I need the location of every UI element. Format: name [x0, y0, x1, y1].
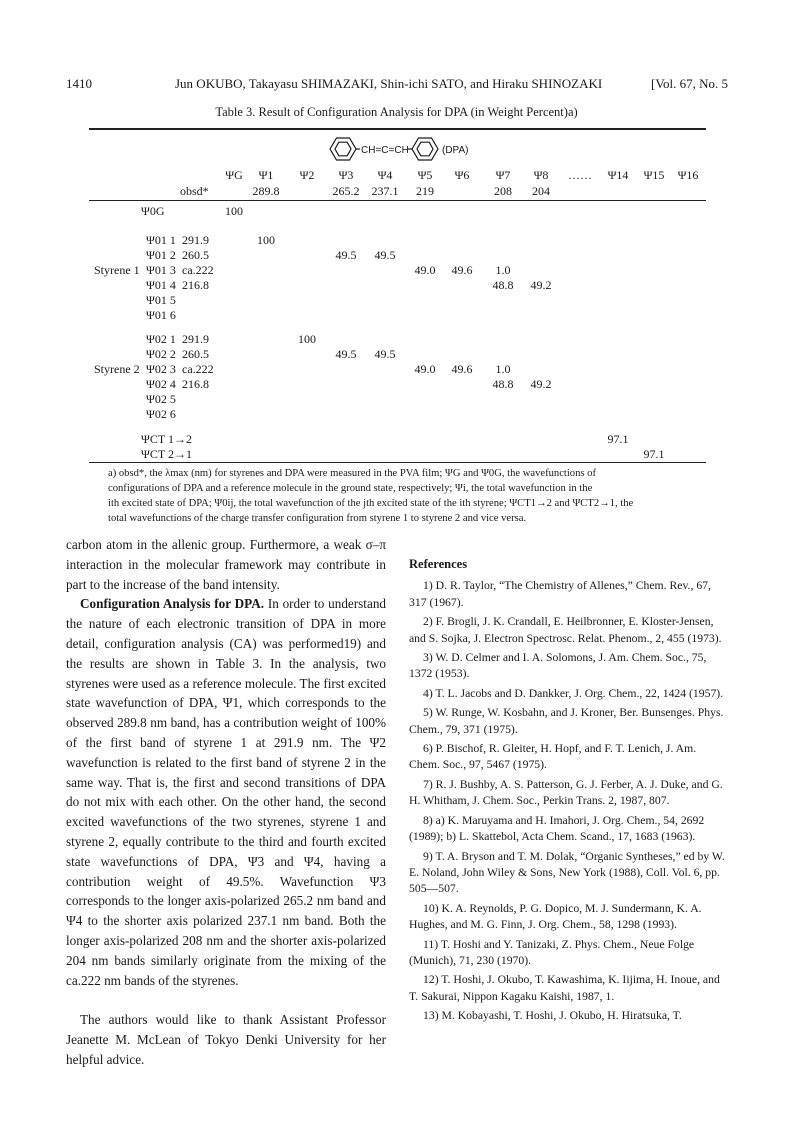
reference-item: 1) D. R. Taylor, “The Chemistry of Allenes,” Chem. Rev., 67, 317 (1967). [409, 579, 711, 609]
row-wavefunction: Ψ02 3 [146, 362, 176, 376]
table-cell: 49.5 [335, 347, 357, 361]
row-wavefunction: Ψ02 1 [146, 332, 176, 346]
row-wavefunction: Ψ02 2 [146, 347, 176, 361]
reference-list [409, 578, 727, 1024]
reference-wavelength: 260.5 [182, 347, 209, 361]
table-cell: 49.2 [530, 278, 552, 292]
references-heading: References [409, 557, 468, 571]
row-wavefunction: Ψ01 1 [146, 233, 176, 247]
table-cell: 1.0 [495, 362, 511, 376]
reference-item: 3) W. D. Celmer and I. A. Solomons, J. Am. Chem. Soc., 75, 1372 (1953). [409, 651, 707, 681]
reference-wavelength: 291.9 [182, 332, 209, 346]
reference-item: 11) T. Hoshi and Y. Tanizaki, Z. Phys. Chem., Neue Folge (Munich), 71, 230 (1970). [409, 937, 695, 967]
table-footnote [108, 466, 708, 526]
column-header: Ψ3 [338, 168, 354, 182]
row-wavefunction: ΨCT 1→2 [141, 432, 192, 446]
column-header: Ψ4 [377, 168, 393, 182]
row-wavefunction: Ψ02 6 [146, 407, 176, 421]
reference-item: 4) T. L. Jacobs and D. Dankker, J. Org. Chem., 22, 1424 (1957). [423, 686, 724, 700]
obsd-value: 204 [532, 184, 550, 198]
footnote-line: a) obsd*, the λmax (nm) for styrenes and DPA were measured in the PVA film; ΨG and Ψ0G, the wavefunctions of [108, 468, 596, 479]
row-wavefunction: Ψ01 2 [146, 248, 176, 262]
column-header: Ψ2 [299, 168, 315, 182]
column-header: Ψ1 [258, 168, 274, 182]
table-cell: 48.8 [492, 278, 514, 292]
column-header: Ψ14 [607, 168, 629, 182]
page-number: 1410 [66, 76, 92, 91]
obsd-value: 265.2 [332, 184, 360, 198]
reference-item: 13) M. Kobayashi, T. Hoshi, J. Okubo, H. Hiratsuka, T. [423, 1009, 682, 1023]
reference-item: 6) P. Bischof, R. Gleiter, H. Hopf, and F. T. Lenich, J. Am. Chem. Soc., 97, 5467 (1975). [409, 742, 697, 772]
reference-item: 10) K. A. Reynolds, P. G. Dopico, M. J. Sundermann, K. A. Hughes, and M. G. Finn, J. Org. Chem., 58, 1298 (1993). [409, 901, 702, 932]
configuration-table [0, 0, 793, 470]
row-wavefunction: Ψ01 6 [146, 308, 176, 322]
table-cell: 49.0 [414, 362, 436, 376]
paragraph-text: In order to understand the nature of each electronic transition of DPA in more detail, configuration analysis (CA) was performed19) and the results are shown in Table 3. In the analysis, two styrenes were used as a reference molecule. The first excited state wavefunction of DPA, Ψ1, which corresponds to the observed 289.8 nm band, has a contribution weight of 100% of the first band of styrene 1 at 291.9 nm. The Ψ2 wavefunction is related to the first band of styrene 2 in the same way. That is, the first and second transitions of DPA do not mix with each other. On the other hand, the second excited wavefunctions of the two styrenes, styrene 1 and styrene 2, equally contribute to the third and fourth excited state wavefunctions of DPA, Ψ3 and Ψ4, having a contribution weight of 49.5%. Wavefunction Ψ3 corresponds to the longer axis-polarized 265.2 nm band and Ψ4 to the shorter axis polarized 237.1 nm band. Both the longer axis-polarized 208 nm and the shorter axis-polarized 204 nm bands similarly originate from the mixing of the ca.222 nm bands of the styrenes. [66, 596, 387, 988]
reference-wavelength: 216.8 [182, 278, 209, 292]
table-cell: 49.0 [414, 263, 436, 277]
table-cell: 97.1 [643, 447, 665, 461]
reference-item: 2) F. Brogli, J. K. Crandall, E. Heilbronner, E. Kloster-Jensen, and S. Sojka, J. Electron Spectrosc. Relat. Phenom., 2, 455 (1973). [409, 615, 722, 645]
journal-volume: [Vol. 67, No. 5 [651, 76, 729, 91]
styrene-label: Styrene 2 [94, 362, 140, 376]
table-cell: 49.5 [374, 347, 396, 361]
footnote-line: configurations of DPA and a reference molecule in the ground state, respectively; Ψi, the total wavefunction in the [108, 483, 593, 494]
reference-item: 9) T. A. Bryson and T. M. Dolak, “Organic Syntheses,” ed by W. E. Noland, John Wiley & Sons, New York (1988), Coll. Vol. 6, pp. 505—507. [409, 849, 725, 896]
obsd-value: 237.1 [371, 184, 399, 198]
reference-item: 7) R. J. Bushby, A. S. Patterson, G. J. Ferber, A. J. Duke, and G. H. Whitham, J. Chem. Soc., Perkin Trans. 2, 1987, 807. [409, 777, 723, 808]
table-cell: 100 [225, 204, 243, 218]
row-wavefunction: Ψ02 5 [146, 392, 176, 406]
column-header: Ψ7 [495, 168, 511, 182]
table-caption: Table 3. Result of Configuration Analysis for DPA (in Weight Percent)a) [215, 105, 578, 119]
table-cell: 49.2 [530, 377, 552, 391]
reference-wavelength: ca.222 [182, 263, 214, 277]
table-cell: 1.0 [495, 263, 511, 277]
reference-item: 8) a) K. Maruyama and H. Imahori, J. Org. Chem., 54, 2692 (1989); b) L. Skattebol, Acta Chem. Scand., 17, 1683 (1963). [409, 813, 705, 844]
left-column [66, 535, 386, 1070]
reference-wavelength: 260.5 [182, 248, 209, 262]
section-heading: Configuration Analysis for DPA. [80, 596, 265, 612]
table-cell: 100 [257, 233, 275, 247]
table-cell: 97.1 [607, 432, 629, 446]
row-wavefunction: Ψ01 3 [146, 263, 176, 277]
obsd-label: obsd* [180, 184, 209, 198]
table-cell: 49.5 [335, 248, 357, 262]
running-authors: Jun OKUBO, Takayasu SHIMAZAKI, Shin-ichi SATO, and Hiraku SHINOZAKI [175, 76, 603, 91]
reference-item: 12) T. Hoshi, J. Okubo, T. Kawashima, K. Iijima, H. Inoue, and T. Sakurai, Nippon Kagaku Kaishi, 1987, 1. [409, 973, 720, 1003]
references-column [409, 556, 727, 1025]
row-wavefunction: Ψ0G [141, 204, 165, 218]
reference-wavelength: 291.9 [182, 233, 209, 247]
allene-link: CH=C=CH [361, 145, 409, 156]
column-header: Ψ16 [677, 168, 699, 182]
footnote-line: ith excited state of DPA; Ψ0ij, the total wavefunction of the jth excited state of the ith styrene; ΨCT1→2 and ΨCT2→1, the [108, 498, 634, 509]
reference-wavelength: 216.8 [182, 377, 209, 391]
column-header: Ψ6 [454, 168, 470, 182]
column-header: …… [568, 168, 592, 182]
reference-wavelength: ca.222 [182, 362, 214, 376]
table-cell: 49.5 [374, 248, 396, 262]
table-cell: 49.6 [451, 263, 473, 277]
column-header: ΨG [225, 168, 243, 182]
paragraph [66, 594, 386, 990]
table-cell: 49.6 [451, 362, 473, 376]
row-wavefunction: ΨCT 2→1 [141, 447, 192, 461]
row-wavefunction: Ψ01 5 [146, 293, 176, 307]
column-header: Ψ5 [417, 168, 433, 182]
column-header: Ψ8 [533, 168, 549, 182]
obsd-value: 208 [494, 184, 512, 198]
footnote-line: total wavefunctions of the charge transfer configuration from styrene 1 to styrene 2 and vice versa. [108, 513, 527, 524]
styrene-label: Styrene 1 [94, 263, 140, 277]
dpa-label: (DPA) [442, 145, 469, 156]
column-header: Ψ15 [643, 168, 665, 182]
obsd-value: 219 [416, 184, 434, 198]
reference-item: 5) W. Runge, W. Kosbahn, and J. Kroner, Ber. Bunsenges. Phys. Chem., 79, 371 (1975). [409, 706, 724, 736]
row-wavefunction: Ψ02 4 [146, 377, 176, 391]
paragraph: carbon atom in the allenic group. Furthermore, a weak σ–π interaction in the molecular framework may contribute in part to the increase of the band intensity. [66, 537, 386, 592]
row-wavefunction: Ψ01 4 [146, 278, 176, 292]
table-cell: 100 [298, 332, 316, 346]
obsd-value: 289.8 [252, 184, 280, 198]
acknowledgement: The authors would like to thank Assistant Professor Jeanette M. McLean of Tokyo Denki University for her helpful advice. [66, 1012, 386, 1067]
table-cell: 48.8 [492, 377, 514, 391]
